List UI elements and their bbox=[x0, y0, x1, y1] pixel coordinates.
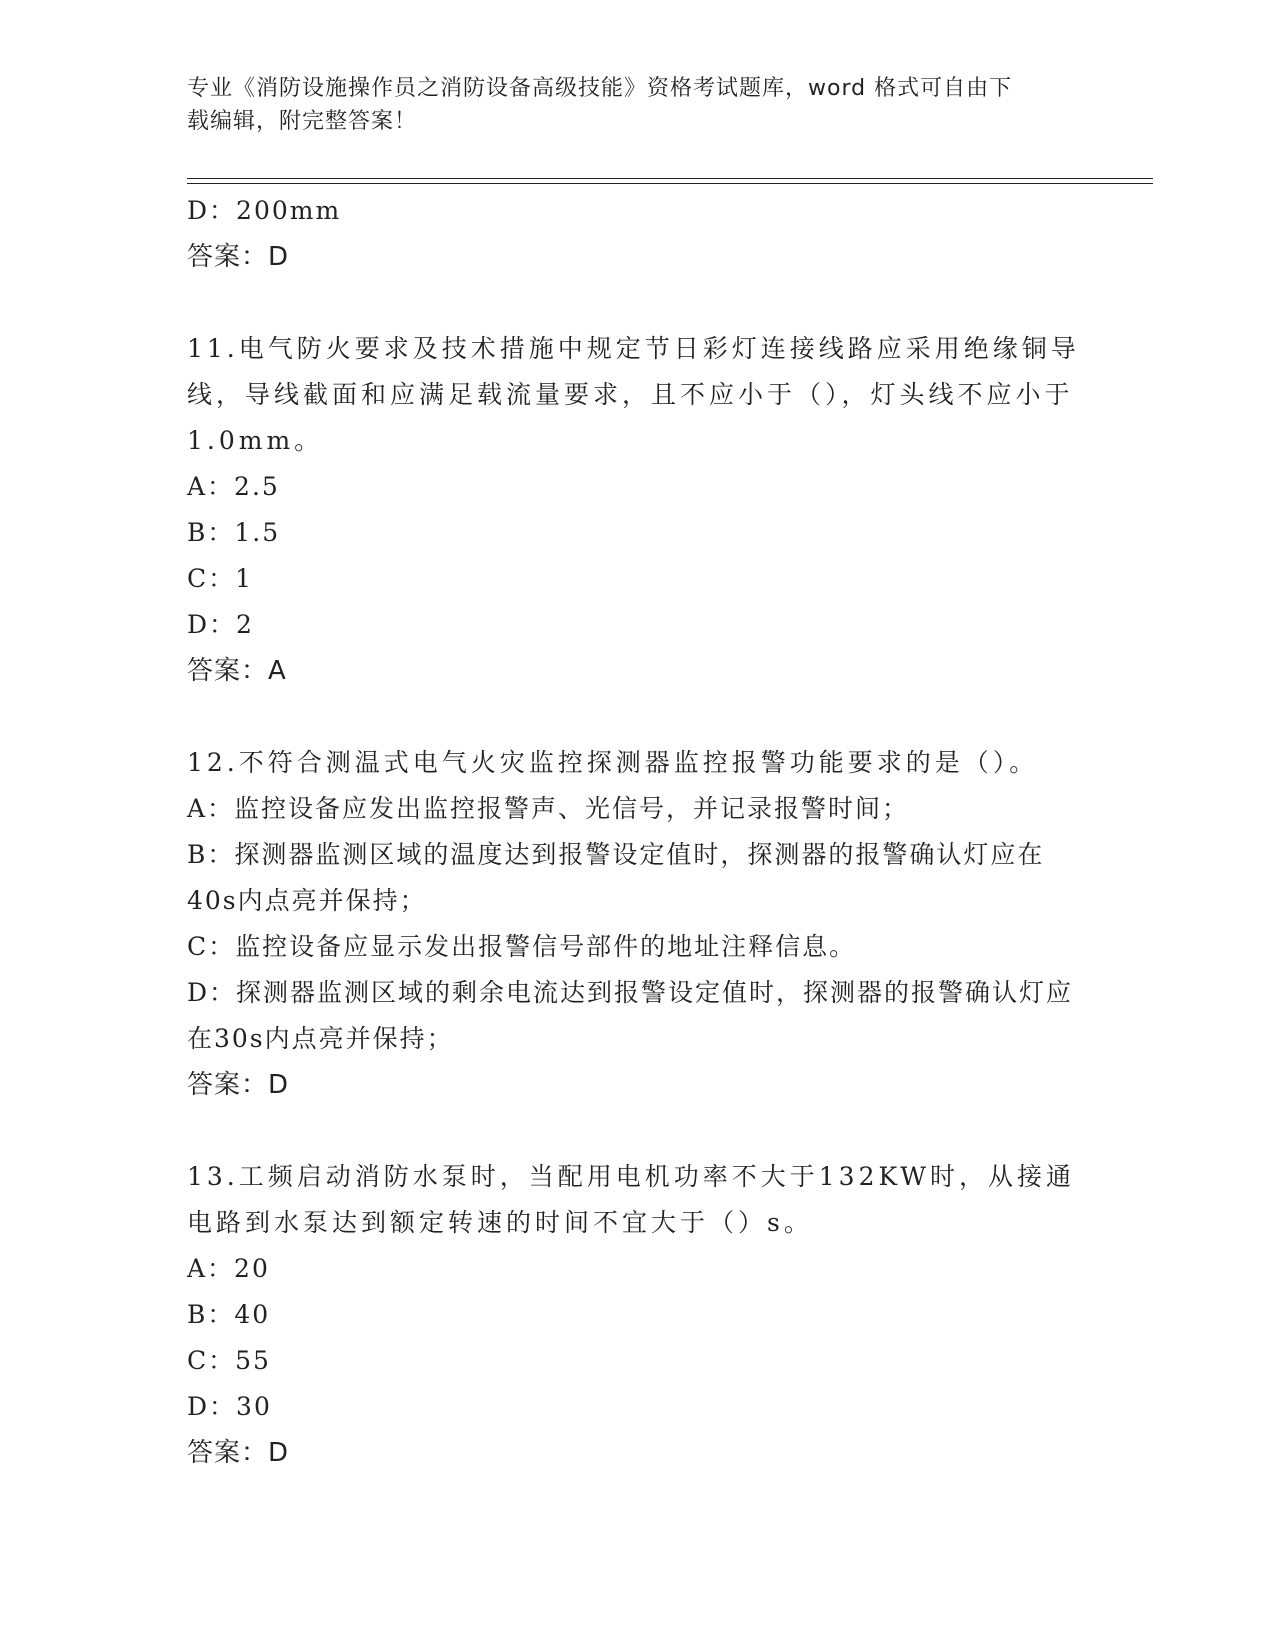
header-line-2: 载编辑，附完整答案！ bbox=[187, 109, 418, 134]
header-line-1: 专业《消防设施操作员之消防设备高级技能》资格考试题库，word 格式可自由下 bbox=[187, 76, 1013, 101]
page-header bbox=[187, 72, 1087, 138]
question-stem: 11.电气防火要求及技术措施中规定节日彩灯连接线路应采用绝缘铜导线，导线截面和应满足载流量要求，且不应小于（），灯头线不应小于1.0mm。 bbox=[187, 334, 1080, 455]
option-b: B：40 bbox=[187, 1300, 271, 1329]
header-divider-top bbox=[187, 178, 1153, 179]
document-body bbox=[187, 188, 1087, 1476]
option-a: A：2.5 bbox=[187, 472, 280, 501]
option-a: A：20 bbox=[187, 1254, 270, 1283]
header-divider-bottom bbox=[187, 183, 1153, 184]
option-c: C：55 bbox=[187, 1346, 271, 1375]
answer-line: 答案：A bbox=[187, 656, 287, 686]
option-d: D：200mm bbox=[187, 196, 342, 225]
question-12 bbox=[187, 740, 1087, 1108]
question-stem: 13.工频启动消防水泵时，当配用电机功率不大于132KW时，从接通电路到水泵达到额定转速的时间不宜大于（）s。 bbox=[187, 1162, 1075, 1237]
option-d: D：2 bbox=[187, 610, 254, 639]
option-c: C：监控设备应显示发出报警信号部件的地址注释信息。 bbox=[187, 932, 857, 961]
question-13 bbox=[187, 1154, 1087, 1476]
question-stem: 12.不符合测温式电气火灾监控探测器监控报警功能要求的是（）。 bbox=[187, 748, 1039, 777]
option-c: C：1 bbox=[187, 564, 254, 593]
answer-line: 答案：D bbox=[187, 1438, 290, 1468]
option-d: D：探测器监测区域的剩余电流达到报警设定值时，探测器的报警确认灯应在30s内点亮并保持； bbox=[187, 978, 1074, 1053]
option-b: B：1.5 bbox=[187, 518, 281, 547]
option-d: D：30 bbox=[187, 1392, 272, 1421]
answer-line: 答案：D bbox=[187, 242, 290, 272]
question-11 bbox=[187, 326, 1087, 694]
option-a: A：监控设备应发出监控报警声、光信号，并记录报警时间； bbox=[187, 794, 910, 823]
option-b: B：探测器监测区域的温度达到报警设定值时，探测器的报警确认灯应在40s内点亮并保持； bbox=[187, 840, 1045, 915]
answer-line: 答案：D bbox=[187, 1070, 290, 1100]
